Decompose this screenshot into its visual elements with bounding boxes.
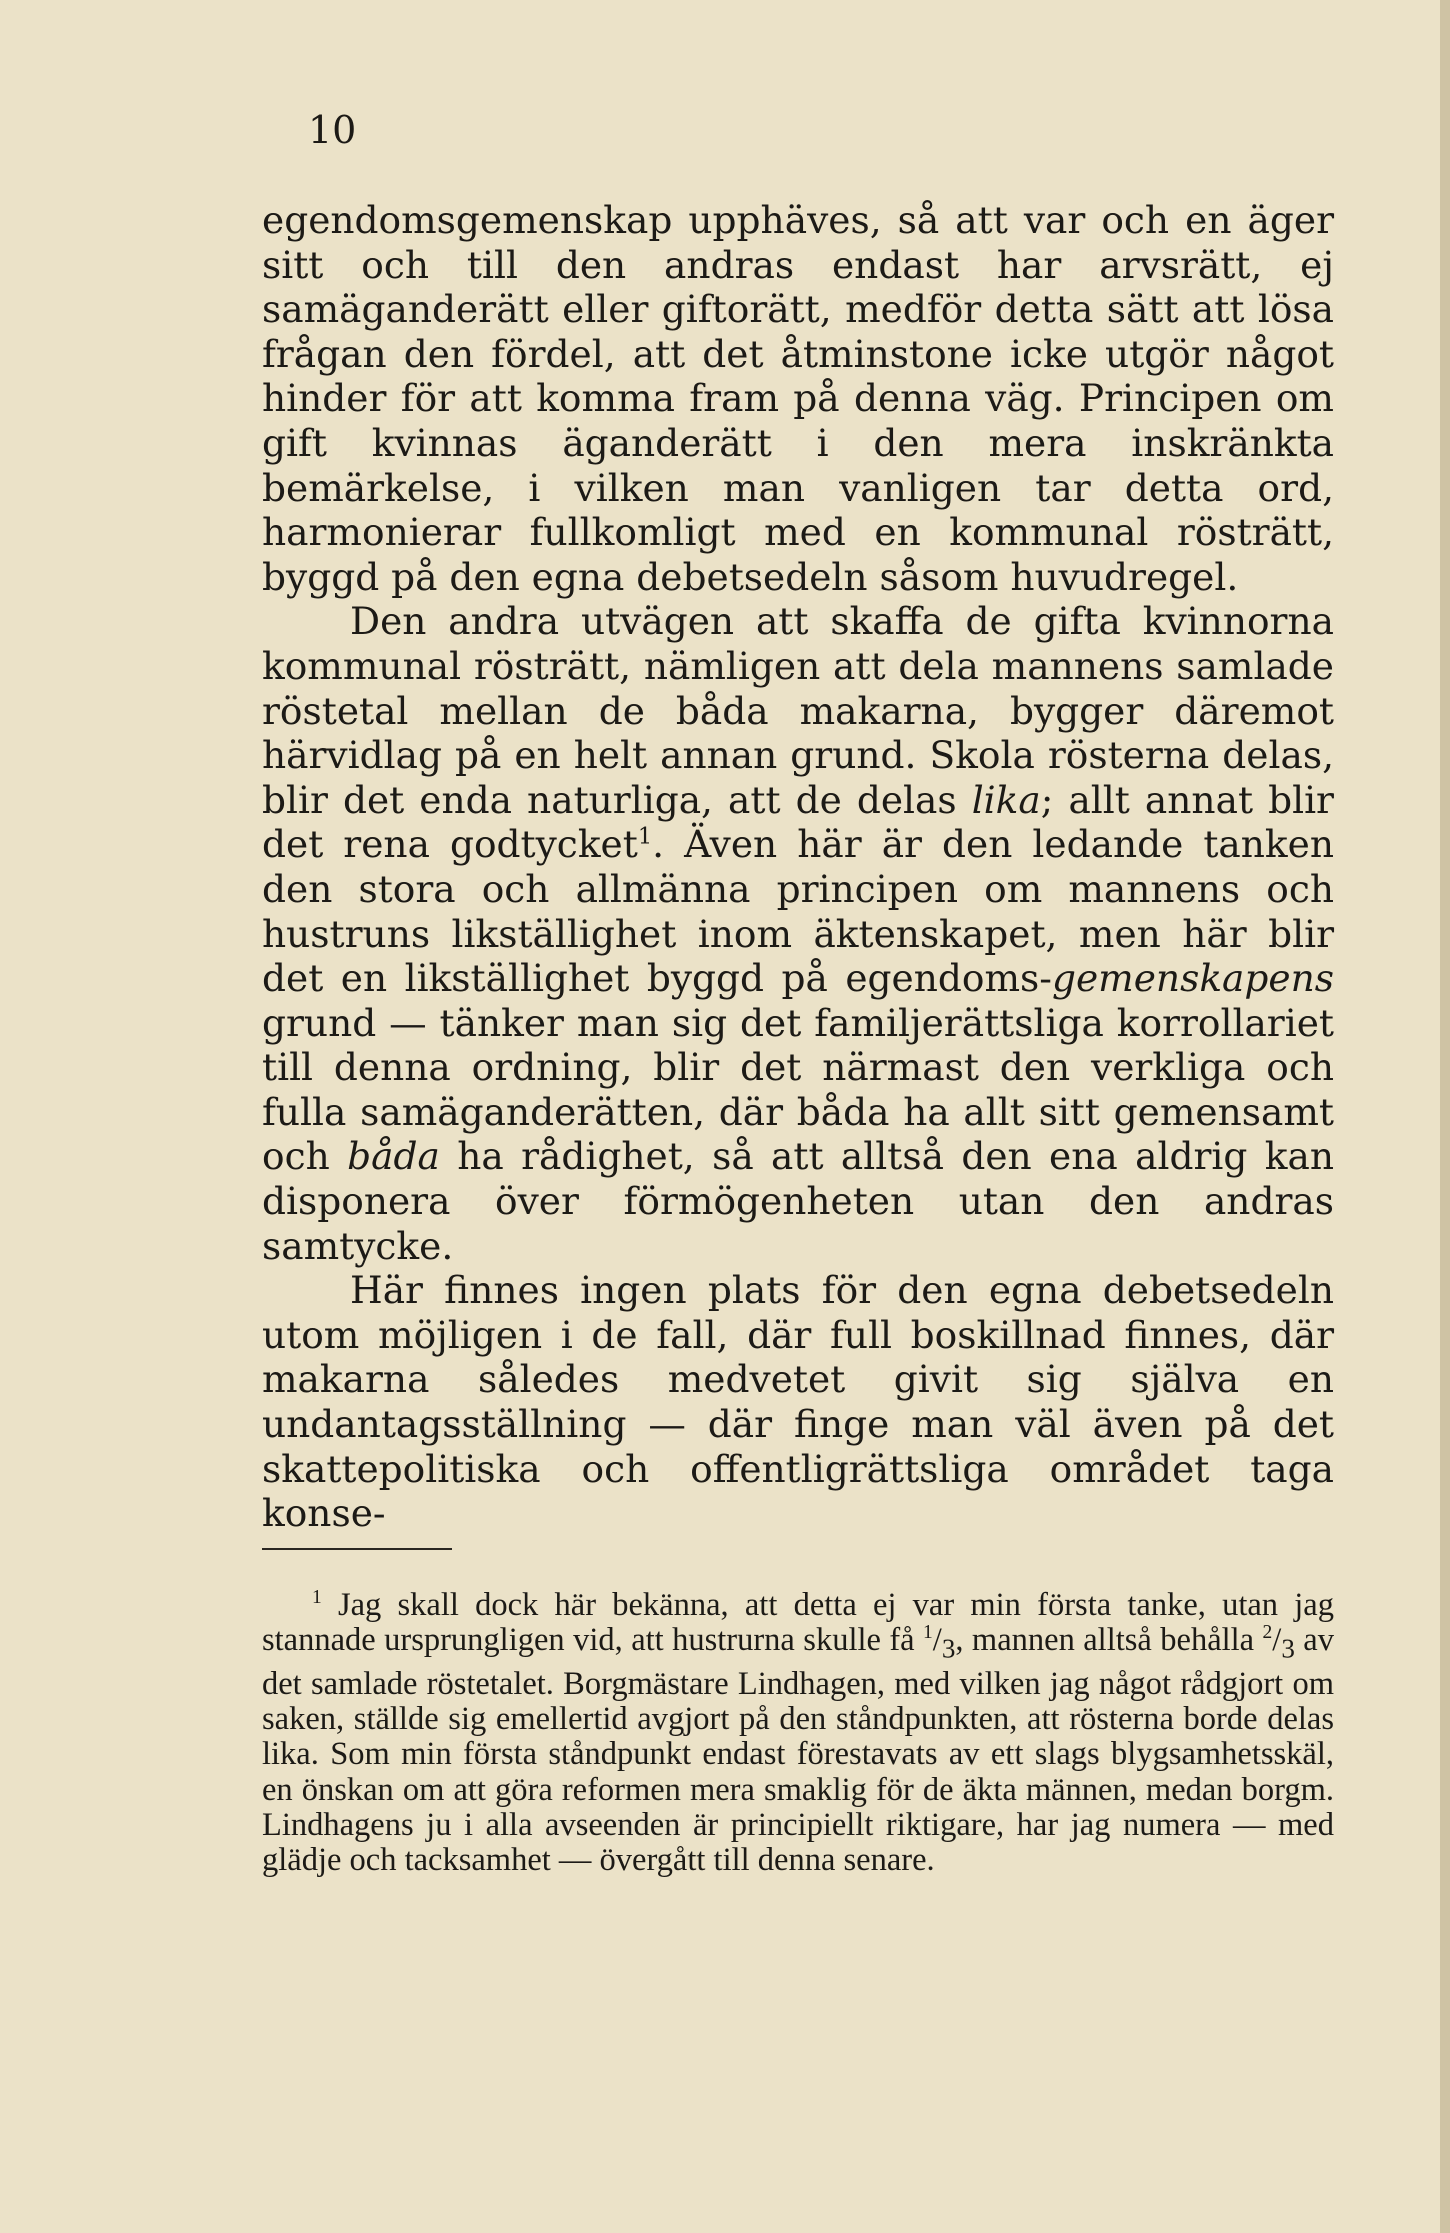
page-number: 10	[308, 108, 357, 152]
page-edge	[1440, 0, 1450, 2233]
emphasis-gemenskapens: gemenskapens	[1051, 956, 1334, 1001]
paragraph-2-text-c: . Även här är den ledande tanken den stora och allmänna principen om mannens och hustruns likställighet inom äktenskapet, men här blir det en likställighet byggd på egendoms-	[262, 822, 1334, 1001]
footnotes	[262, 1588, 1334, 1878]
paragraph-2-text-a: Den andra utvägen att skaffa de gifta kvinnorna kommunal rösträtt, nämligen att dela mannens samlade röstetal mellan de båda makarna, bygger däremot härvidlag på en helt annan grund. Skola rösterna delas, blir det enda naturliga, att de delas	[262, 599, 1334, 822]
paragraph-1	[262, 198, 1334, 599]
paragraph-2-text-e: ha rådighet, så att alltså den ena aldrig kan disponera över förmögenheten utan den andras samtycke.	[262, 1134, 1334, 1268]
footnote-text-b: , mannen alltså behålla	[955, 1622, 1263, 1659]
paragraph-1-text: egendomsgemenskap upphäves, så att var och en äger sitt och till den andras endast har arvsrätt, ej samäganderätt eller giftorätt, medför detta sätt att lösa frågan den fördel, att det åtminstone icke utgör något hinder för att komma fram på denna väg. Principen om gift kvinnas äganderätt i den mera inskränkta bemärkelse, i vilken man vanligen tar detta ord, harmonierar fullkomligt med en kommunal rösträtt, byggd på den egna debetsedeln såsom huvudregel.	[262, 198, 1334, 599]
footnote-1: $^1$ Jag skall dock här bekänna, att detta ej var min första tanke, utan jag stannade ursprungligen vid, att hustrurna skulle få $^1/_3$, mannen alltså behålla $^2/_3$ av det samlade röstetalet. Borgmästare Lindhagen, med vilken jag något rådgjort om saken, ställde sig emellertid avgjort på den ståndpunkten, att rösterna borde delas lika. Som min första ståndpunkt endast förestavats av ett slags blygsamhetsskäl, en önskan om att göra reformen mera smaklig för de äkta männen, medan borgm. Lindhagens ju i alla avseenden är principiellt riktigare, har jag numera — med glädje och tacksamhet — övergått till denna senare.	[262, 1587, 1334, 1878]
footnote-text-c: av det samlade röstetalet. Borgmästare Lindhagen, med vilken jag något rådgjort om saken, ställde sig emellertid avgjort på den ståndpunkten, att rösterna borde delas lika. Som min första ståndpunkt endast förestavats av ett slags blygsamhetsskäl, en önskan om att göra reformen mera smaklig för de äkta männen, medan borgm. Lindhagens ju i alla avseenden är principiellt riktigare, har jag numera — med glädje och tacksamhet — övergått till denna senare.	[262, 1622, 1334, 1878]
emphasis-bada: båda	[347, 1134, 440, 1179]
paragraph-2	[262, 599, 1334, 1268]
body-text	[262, 198, 1334, 1536]
paragraph-3-text: Här finnes ingen plats för den egna debetsedeln utom möjligen i de fall, där full boskillnad finnes, där makarna således medvetet givit sig själva en undantagsställning — där finge man väl även på det skattepolitiska och offentligrättsliga området taga konse-	[262, 1268, 1334, 1536]
footnote-divider	[262, 1548, 452, 1550]
fraction-2-denominator: 3	[1281, 1633, 1295, 1664]
fraction-1-numerator: 1	[923, 1622, 933, 1644]
paragraph-2-text-b: ; allt annat blir det rena godtycket	[262, 777, 1334, 867]
footnote-text-a: Jag skall dock här bekänna, att detta ej var min första tanke, utan jag stannade ursprungligen vid, att hustrurna skulle få	[262, 1587, 1334, 1659]
emphasis-lika: lika	[971, 777, 1041, 822]
fraction-1-denominator: 3	[941, 1633, 956, 1664]
fraction-2-numerator: 2	[1262, 1622, 1273, 1644]
footnote-reference: 1	[637, 823, 653, 850]
paragraph-2-text-d: grund — tänker man sig det familjerättsliga korrollariet till denna ordning, blir det närmast den verkliga och fulla samäganderätten, där båda ha allt sitt gemensamt och	[262, 1000, 1334, 1179]
paragraph-3	[262, 1268, 1334, 1536]
footnote-marker: 1	[312, 1587, 322, 1609]
